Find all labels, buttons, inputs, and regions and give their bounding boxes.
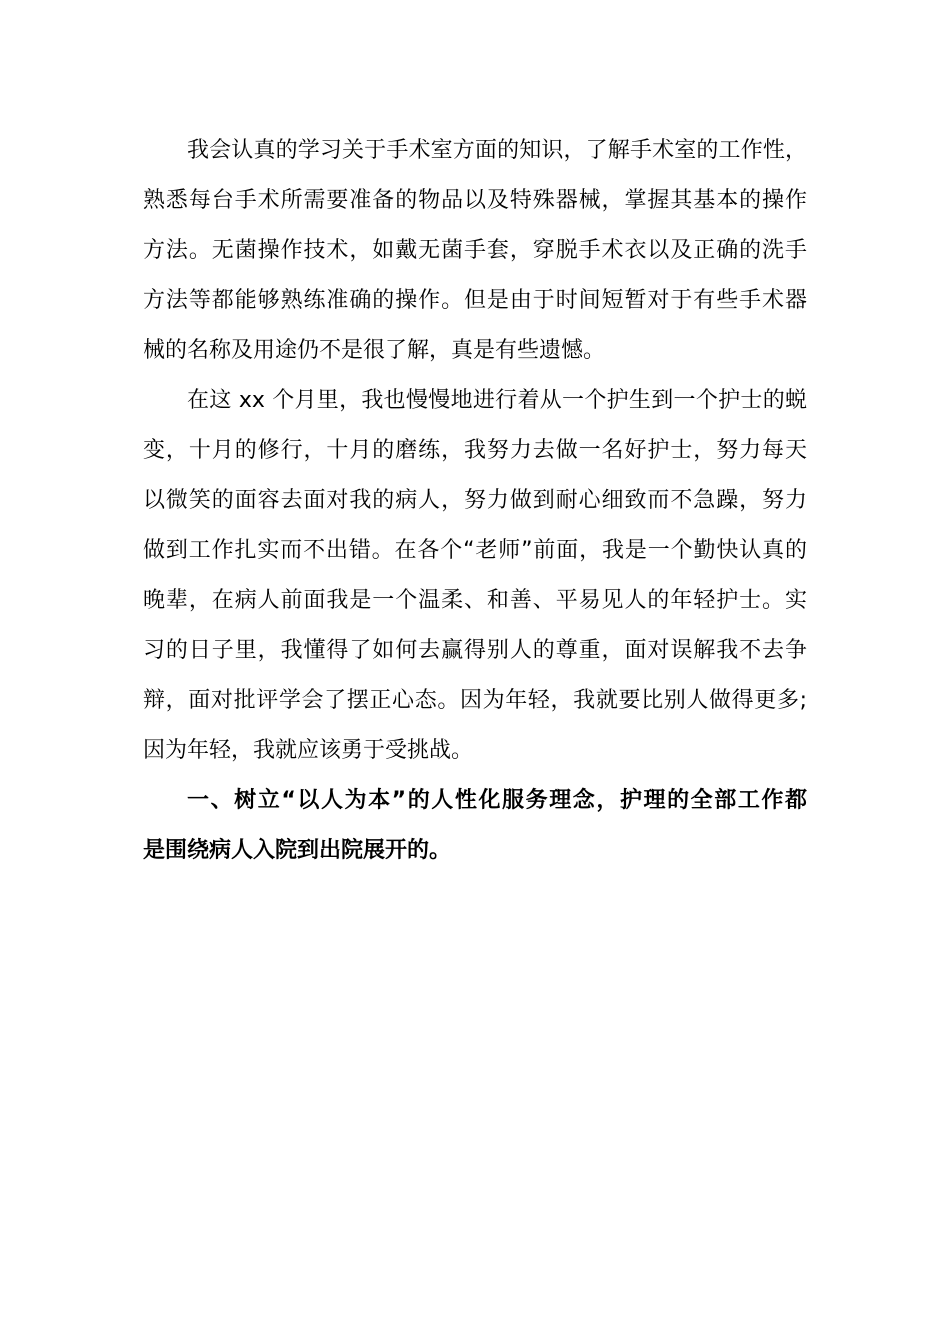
paragraph-line: 械的名称及用途仍不是很了解，真是有些遗憾。 bbox=[143, 338, 606, 363]
heading-line: 是围绕病人入院到出院展开的。 bbox=[143, 838, 452, 863]
paragraph-1 bbox=[143, 126, 807, 376]
paragraph-line: 晚辈，在病人前面我是一个温柔、和善、平易见人的年轻护士。实 bbox=[143, 588, 807, 613]
document-body bbox=[143, 126, 807, 876]
paragraph-line: 习的日子里，我懂得了如何去赢得别人的尊重，面对误解我不去争 bbox=[143, 638, 807, 663]
paragraph-line: 熟悉每台手术所需要准备的物品以及特殊器械，掌握其基本的操作 bbox=[143, 188, 807, 213]
paragraph-line: 做到工作扎实而不出错。在各个“老师”前面，我是一个勤快认真的 bbox=[143, 538, 807, 563]
heading-line: 一、树立“以人为本”的人性化服务理念，护理的全部工作都 bbox=[187, 788, 807, 813]
paragraph-line: 因为年轻，我就应该勇于受挑战。 bbox=[143, 738, 474, 763]
paragraph-line: 我会认真的学习关于手术室方面的知识，了解手术室的工作性， bbox=[187, 138, 807, 163]
paragraph-line: 以微笑的面容去面对我的病人，努力做到耐心细致而不急躁，努力 bbox=[143, 488, 807, 513]
paragraph-line: 变，十月的修行，十月的磨练，我努力去做一名好护士，努力每天 bbox=[143, 438, 807, 463]
paragraph-line: 方法等都能够熟练准确的操作。但是由于时间短暂对于有些手术器 bbox=[143, 288, 807, 313]
paragraph-line: 在这 xx 个月里，我也慢慢地进行着从一个护生到一个护士的蜕 bbox=[187, 388, 807, 413]
paragraph-2 bbox=[143, 376, 807, 776]
paragraph-line: 方法。无菌操作技术，如戴无菌手套，穿脱手术衣以及正确的洗手 bbox=[143, 238, 807, 263]
paragraph-line: 辩，面对批评学会了摆正心态。因为年轻，我就要比别人做得更多; bbox=[143, 688, 807, 713]
section-heading-1 bbox=[143, 776, 807, 876]
